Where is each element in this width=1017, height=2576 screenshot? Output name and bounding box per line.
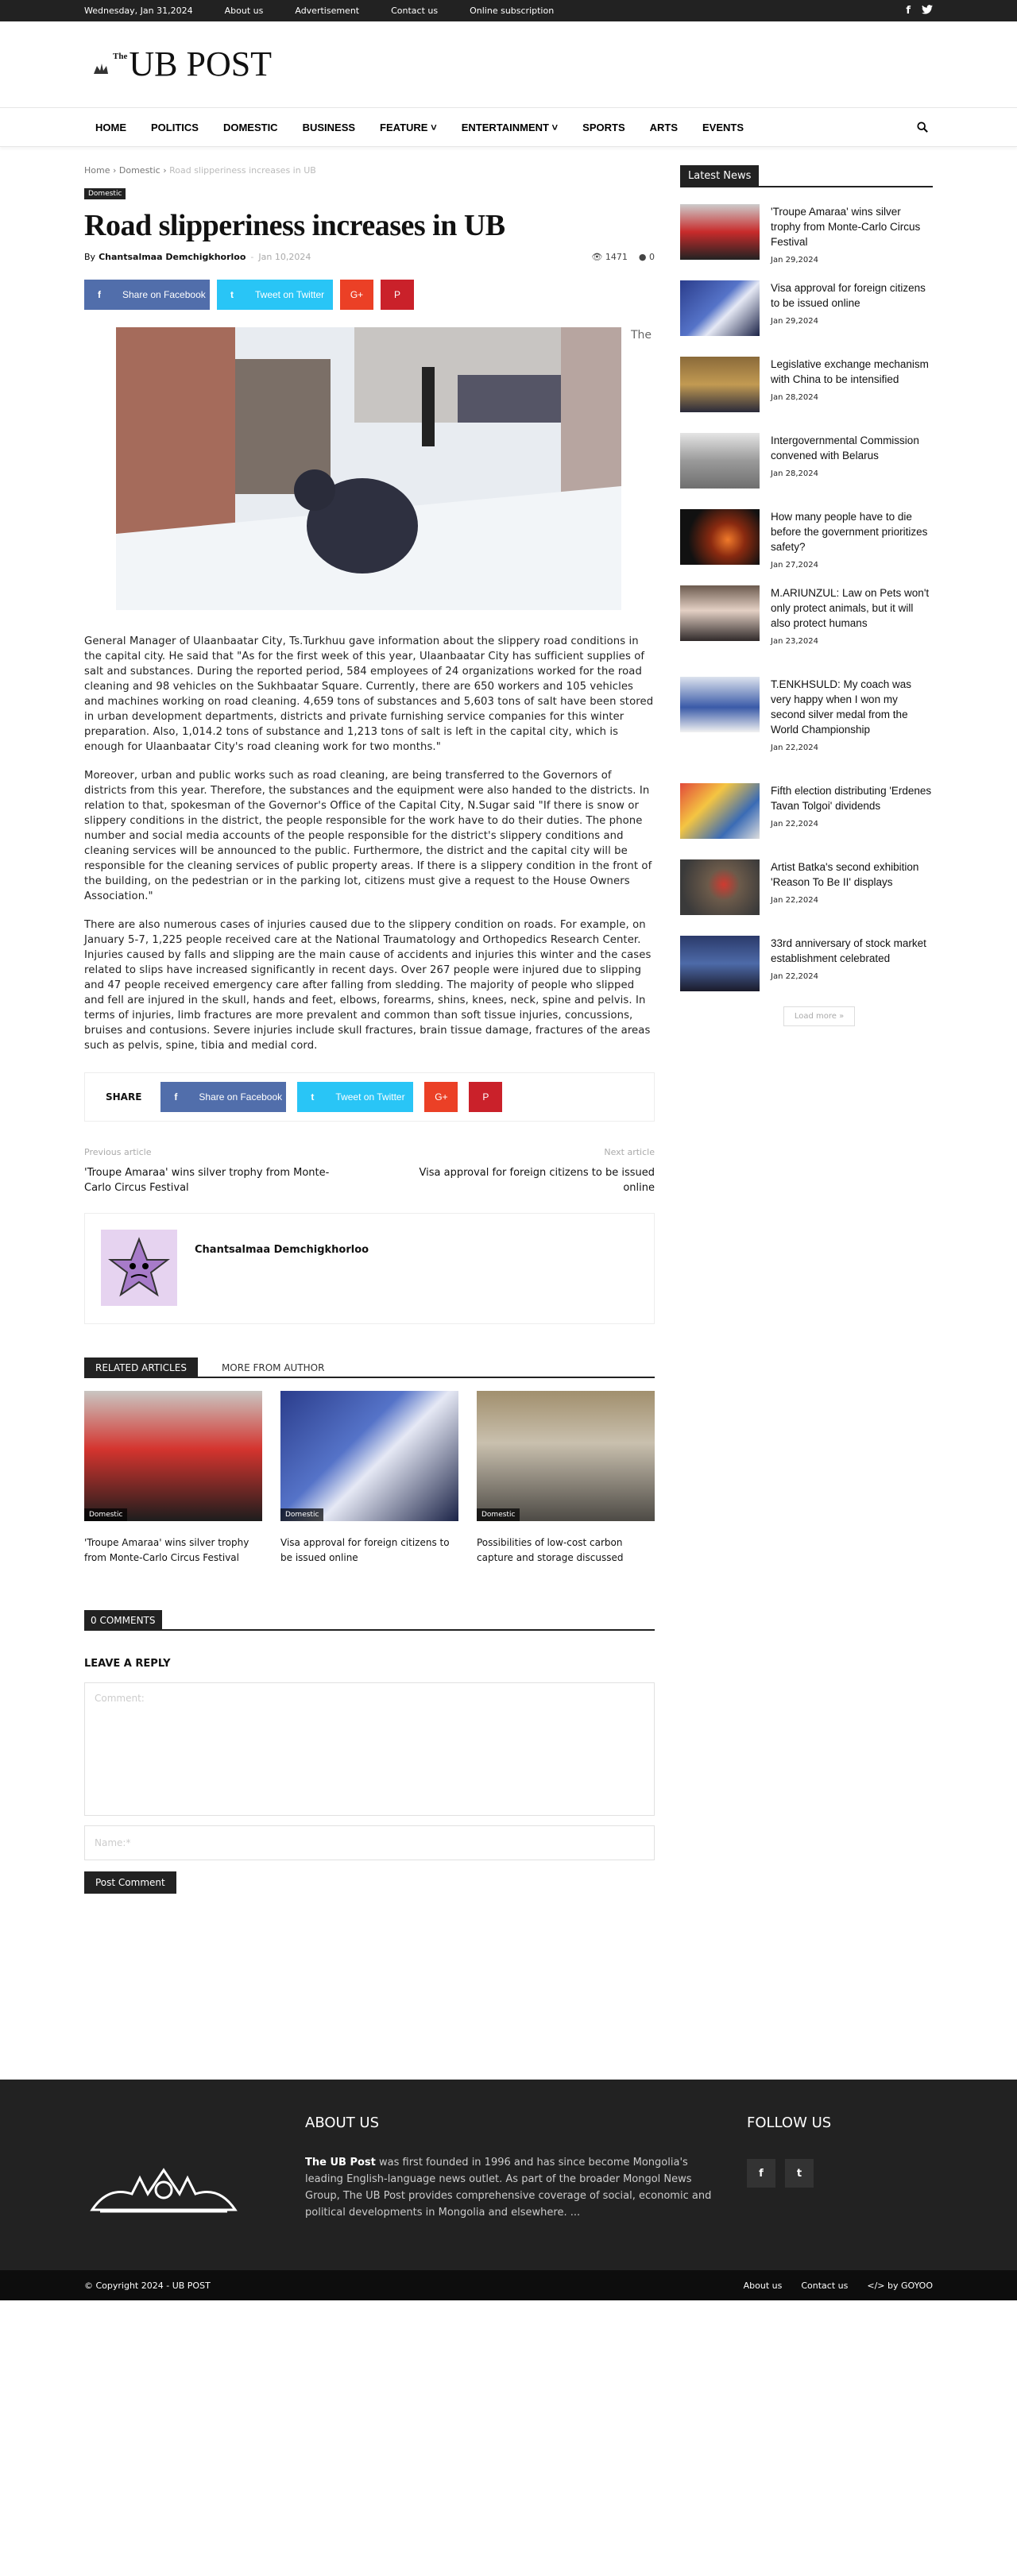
news-title[interactable]: Legislative exchange mechanism with China to be intensified (771, 358, 929, 385)
related-tag[interactable]: Domestic (280, 1508, 323, 1521)
follow-heading: FOLLOW US (747, 2114, 832, 2131)
developer-credit[interactable]: </> by GOYOO (867, 2280, 933, 2291)
news-date: Jan 22,2024 (771, 896, 818, 905)
sidebar-news-item[interactable] (680, 509, 933, 569)
news-thumbnail[interactable] (680, 433, 760, 489)
top-link-subscription[interactable]: Online subscription (470, 6, 555, 16)
about-brand: The UB Post (305, 2157, 376, 2169)
sidebar-news-item[interactable] (680, 859, 933, 919)
share-bottom (84, 1072, 655, 1122)
news-date: Jan 22,2024 (771, 820, 818, 828)
main-nav (0, 107, 1017, 147)
news-thumbnail[interactable] (680, 204, 760, 260)
related-tag[interactable]: Domestic (84, 1508, 127, 1521)
related-item[interactable] (84, 1391, 262, 1566)
leave-reply-heading: LEAVE A REPLY (84, 1658, 171, 1670)
tab-related-articles[interactable]: RELATED ARTICLES (84, 1358, 198, 1377)
site-footer (0, 2080, 1017, 2270)
breadcrumb-home[interactable]: Home (84, 165, 110, 176)
news-date: Jan 28,2024 (771, 469, 818, 478)
related-thumbnail[interactable] (84, 1391, 262, 1521)
image-caption: The (631, 329, 652, 342)
sidebar-news-item[interactable] (680, 204, 933, 264)
news-thumbnail[interactable] (680, 783, 760, 839)
sidebar-news-item[interactable] (680, 280, 933, 340)
nav-domestic[interactable]: DOMESTIC (222, 121, 278, 133)
previous-article-link[interactable]: 'Troupe Amaraa' wins silver trophy from Monte-Carlo Circus Festival (84, 1167, 330, 1194)
about-text (305, 2154, 726, 2221)
nav-events[interactable]: EVENTS (702, 121, 744, 133)
news-thumbnail[interactable] (680, 280, 760, 336)
sub-footer (0, 2270, 1017, 2300)
star-avatar-icon (107, 1236, 171, 1300)
news-title[interactable]: Visa approval for foreign citizens to be issued online (771, 282, 926, 309)
top-link-advertisement[interactable]: Advertisement (295, 6, 360, 16)
comments-header (84, 1610, 655, 1631)
share-google-button[interactable] (340, 280, 373, 310)
article-title: Road slipperiness increases in UB (84, 209, 505, 242)
footer-link-about[interactable]: About us (743, 2280, 783, 2291)
comments-count[interactable]: ● 0 (638, 252, 655, 262)
meta-separator: - (250, 252, 254, 262)
related-articles (84, 1391, 655, 1566)
breadcrumb-sep: › (112, 165, 117, 176)
copyright: © Copyright 2024 - UB POST (84, 2280, 211, 2291)
article-pagination (84, 1147, 655, 1195)
next-article-link[interactable]: Visa approval for foreign citizens to be issued online (419, 1167, 655, 1194)
paragraph: There are also numerous cases of injuries caused due to the slippery condition on roads. For example, on January 5-7, 1,225 people received care at the National Traumatology and Orthopedics Research Center. Injuries caused by falls and slipping are the main cause of accidents and injuries this winter and the cases related to slips have increased significantly in recent days. Over 267 people were injured due to slipping and 47 people received emergency care after falling from sledding. The majority of people who slipped and fell are injured in the skull, hands and feet, elbows, forearms, shins, knees, neck, spine and pelvis. In terms of injuries, limb fractures are more prevalent and common than soft tissue injuries, concussions, bruises and contusions. Severe injuries include skull fractures, brain tissue damage, fractures of the areas such as pelvis, spine, tibia and medial cord. (84, 919, 652, 1052)
pinterest-icon: P (482, 1091, 489, 1103)
share-facebook-button-bottom[interactable]: f Share on Facebook (160, 1082, 286, 1112)
sidebar-news-item[interactable] (680, 783, 933, 843)
about-heading: ABOUT US (305, 2114, 380, 2131)
paragraph: Moreover, urban and public works such as road cleaning, are being transferred to the Governors of districts from this year. Therefore, the substances and the equipment were also handed to the districts. In relation to that, spokesman of the Governor's Office of the Capital City, N.Sugar said "If there is snow or slippery conditions in the district, the people responsible for the work have to do their duties. The phone number and social media accounts of the people responsible for the district's slippery conditions and cleaning services will be announced to the public. Furthermore, the district and the capital city will be responsible for the cleaning services of public property areas. If there is a slippery condition in the front of the building, on the pedestrian or in the parking lot, citizens must give a request to the House Owners Association." (84, 770, 652, 902)
latest-news-title: Latest News (680, 165, 759, 187)
footer-link-contact[interactable]: Contact us (801, 2280, 849, 2291)
news-date: Jan 27,2024 (771, 561, 818, 570)
news-date: Jan 28,2024 (771, 393, 818, 402)
nav-arts[interactable]: ARTS (649, 121, 679, 133)
breadcrumb-section[interactable]: Domestic (118, 165, 160, 176)
category-tag[interactable]: Domestic (84, 188, 126, 199)
news-thumbnail[interactable] (680, 357, 760, 412)
nav-entertainment[interactable]: ENTERTAINMENT ˅ (461, 121, 559, 133)
eye-icon: 👁 (591, 252, 603, 262)
google-plus-icon: G+ (350, 289, 364, 300)
next-label: Next article (604, 1147, 655, 1157)
post-comment-button[interactable]: Post Comment (84, 1871, 176, 1894)
facebook-icon[interactable]: f (747, 2159, 775, 2188)
news-date: Jan 29,2024 (771, 317, 818, 326)
related-tag[interactable]: Domestic (477, 1508, 520, 1521)
share-facebook-button[interactable]: f Share on Facebook (84, 280, 210, 310)
search-icon[interactable] (917, 122, 928, 133)
nav-politics[interactable]: POLITICS (151, 121, 199, 133)
facebook-icon: f (174, 1091, 178, 1103)
sidebar-news-item[interactable] (680, 357, 933, 416)
related-title[interactable]: Possibilities of low-cost carbon capture and storage discussed (477, 1537, 624, 1563)
logo-prefix: The (113, 52, 128, 61)
news-title[interactable]: M.ARIUNZUL: Law on Pets won't only protect animals, but it will also protect humans (771, 587, 930, 629)
current-date: Wednesday, Jan 31,2024 (84, 6, 193, 16)
load-more-button[interactable]: Load more » (783, 1006, 855, 1026)
sidebar-news-item[interactable] (680, 677, 933, 767)
author-box-name[interactable]: Chantsalmaa Demchigkhorloo (195, 1244, 369, 1256)
related-thumbnail[interactable] (280, 1391, 458, 1521)
news-date: Jan 23,2024 (771, 637, 818, 646)
breadcrumb-current: Road slipperiness increases in UB (169, 165, 316, 176)
sidebar-news-item[interactable] (680, 936, 933, 995)
related-tabs (84, 1358, 655, 1378)
nav-business[interactable]: BUSINESS (302, 121, 356, 133)
comment-icon: ● (638, 252, 647, 262)
breadcrumb-sep: › (163, 165, 167, 176)
byline-label: By (84, 252, 96, 262)
article-meta (84, 252, 655, 262)
share-twitter-button-bottom[interactable]: t Tweet on Twitter (297, 1082, 413, 1112)
views-count: 👁 1471 (591, 252, 628, 262)
news-date: Jan 22,2024 (771, 972, 818, 981)
sidebar-news-item[interactable] (680, 585, 933, 660)
article-stats (591, 252, 655, 262)
logo-text: UB POST (129, 44, 273, 83)
google-plus-icon: G+ (435, 1091, 448, 1103)
twitter-icon[interactable] (922, 5, 933, 17)
logo-emblem-icon (92, 61, 110, 75)
top-link-contact[interactable]: Contact us (391, 6, 439, 16)
author-link[interactable]: Chantsalmaa Demchigkhorloo (99, 252, 246, 262)
tab-more-from-author[interactable]: MORE FROM AUTHOR (221, 1362, 325, 1373)
article-column (84, 183, 655, 1894)
news-thumbnail[interactable] (680, 677, 760, 732)
footer-emblem-icon (84, 2154, 243, 2218)
share-google-button-bottom[interactable] (424, 1082, 458, 1112)
related-thumbnail[interactable] (477, 1391, 655, 1521)
news-title[interactable]: Fifth election distributing 'Erdenes Tavan Tolgoi' dividends (771, 785, 932, 812)
twitter-icon: t (230, 289, 234, 300)
pinterest-icon: P (393, 289, 400, 300)
share-pinterest-button[interactable] (381, 280, 414, 310)
top-bar (0, 0, 1017, 21)
comments-count-tab: 0 COMMENTS (84, 1610, 162, 1631)
site-logo[interactable] (84, 44, 273, 83)
share-label: SHARE (106, 1091, 142, 1103)
twitter-icon[interactable]: t (785, 2159, 814, 2188)
sidebar-news-item[interactable] (680, 433, 933, 492)
latest-news-header (680, 165, 933, 187)
facebook-icon: f (98, 289, 101, 300)
news-title[interactable]: 33rd anniversary of stock market establishment celebrated (771, 937, 926, 964)
nav-feature[interactable]: FEATURE ˅ (380, 121, 437, 133)
site-header (0, 21, 1017, 107)
news-title[interactable]: Intergovernmental Commission convened with Belarus (771, 434, 919, 462)
news-date: Jan 22,2024 (771, 743, 818, 752)
news-thumbnail[interactable] (680, 585, 760, 641)
article-date: Jan 10,2024 (258, 252, 311, 262)
top-link-about[interactable]: About us (224, 6, 264, 16)
author-box (84, 1213, 655, 1324)
news-date: Jan 29,2024 (771, 256, 818, 265)
about-body: was first founded in 1996 and has since become Mongolia's leading English-language news outlet. As part of the broader Mongol News Group, The UB Post provides comprehensive coverage of social, economic and political developments in Mongolia and elsewhere. ... (305, 2157, 712, 2219)
share-twitter-button[interactable]: t Tweet on Twitter (217, 280, 333, 310)
news-title[interactable]: T.ENKHSULD: My coach was very happy when I won my second silver medal from the World Championship (771, 678, 912, 736)
share-pinterest-button-bottom[interactable] (469, 1082, 502, 1112)
news-thumbnail[interactable] (680, 859, 760, 915)
name-input[interactable]: Name:* (84, 1825, 655, 1860)
related-item[interactable] (280, 1391, 458, 1566)
paragraph: General Manager of Ulaanbaatar City, Ts.Turkhuu gave information about the slippery road conditions in the capital city. He said that "As for the first week of this year, Ulaanbaatar City has sufficient supplies of salt and substances. During the reported period, 584 employees of 24 organizations worked for the road cleaning and 98 vehicles on the Sukhbaatar Square. Currently, there are 650 workers and 105 vehicles and machines working on road cleaning. 4,659 tons of substances and 5,603 tons of salt have been stored in urban development departments, districts and private furnishing service companies for this winter preparation. Also, 1,014.2 tons of substance and 1,213 tons of salt is left in the capital city, which is enough for Ulaanbaatar City's road cleaning work for two months." (84, 635, 654, 753)
previous-label: Previous article (84, 1147, 152, 1157)
facebook-icon[interactable]: f (906, 4, 911, 17)
avatar[interactable] (101, 1230, 177, 1306)
follow-icons (747, 2159, 814, 2188)
news-thumbnail[interactable] (680, 509, 760, 565)
nav-home[interactable]: HOME (95, 121, 126, 133)
sidebar (680, 165, 933, 1894)
related-title[interactable]: 'Troupe Amaraa' wins silver trophy from Monte-Carlo Circus Festival (84, 1537, 249, 1563)
news-title[interactable]: 'Troupe Amaraa' wins silver trophy from Monte-Carlo Circus Festival (771, 206, 921, 248)
news-title[interactable]: How many people have to die before the government prioritizes safety? (771, 511, 928, 553)
comment-textarea[interactable]: Comment: (84, 1682, 655, 1816)
related-title[interactable]: Visa approval for foreign citizens to be issued online (280, 1537, 450, 1563)
twitter-icon: t (311, 1091, 315, 1103)
article-body (84, 634, 655, 1053)
news-title[interactable]: Artist Batka's second exhibition 'Reason To Be II' displays (771, 861, 919, 888)
share-top (84, 280, 655, 310)
nav-sports[interactable]: SPORTS (582, 121, 625, 133)
hero-figure (84, 327, 655, 612)
top-social (906, 5, 933, 17)
news-thumbnail[interactable] (680, 936, 760, 991)
related-item[interactable] (477, 1391, 655, 1566)
hero-image (116, 327, 621, 610)
